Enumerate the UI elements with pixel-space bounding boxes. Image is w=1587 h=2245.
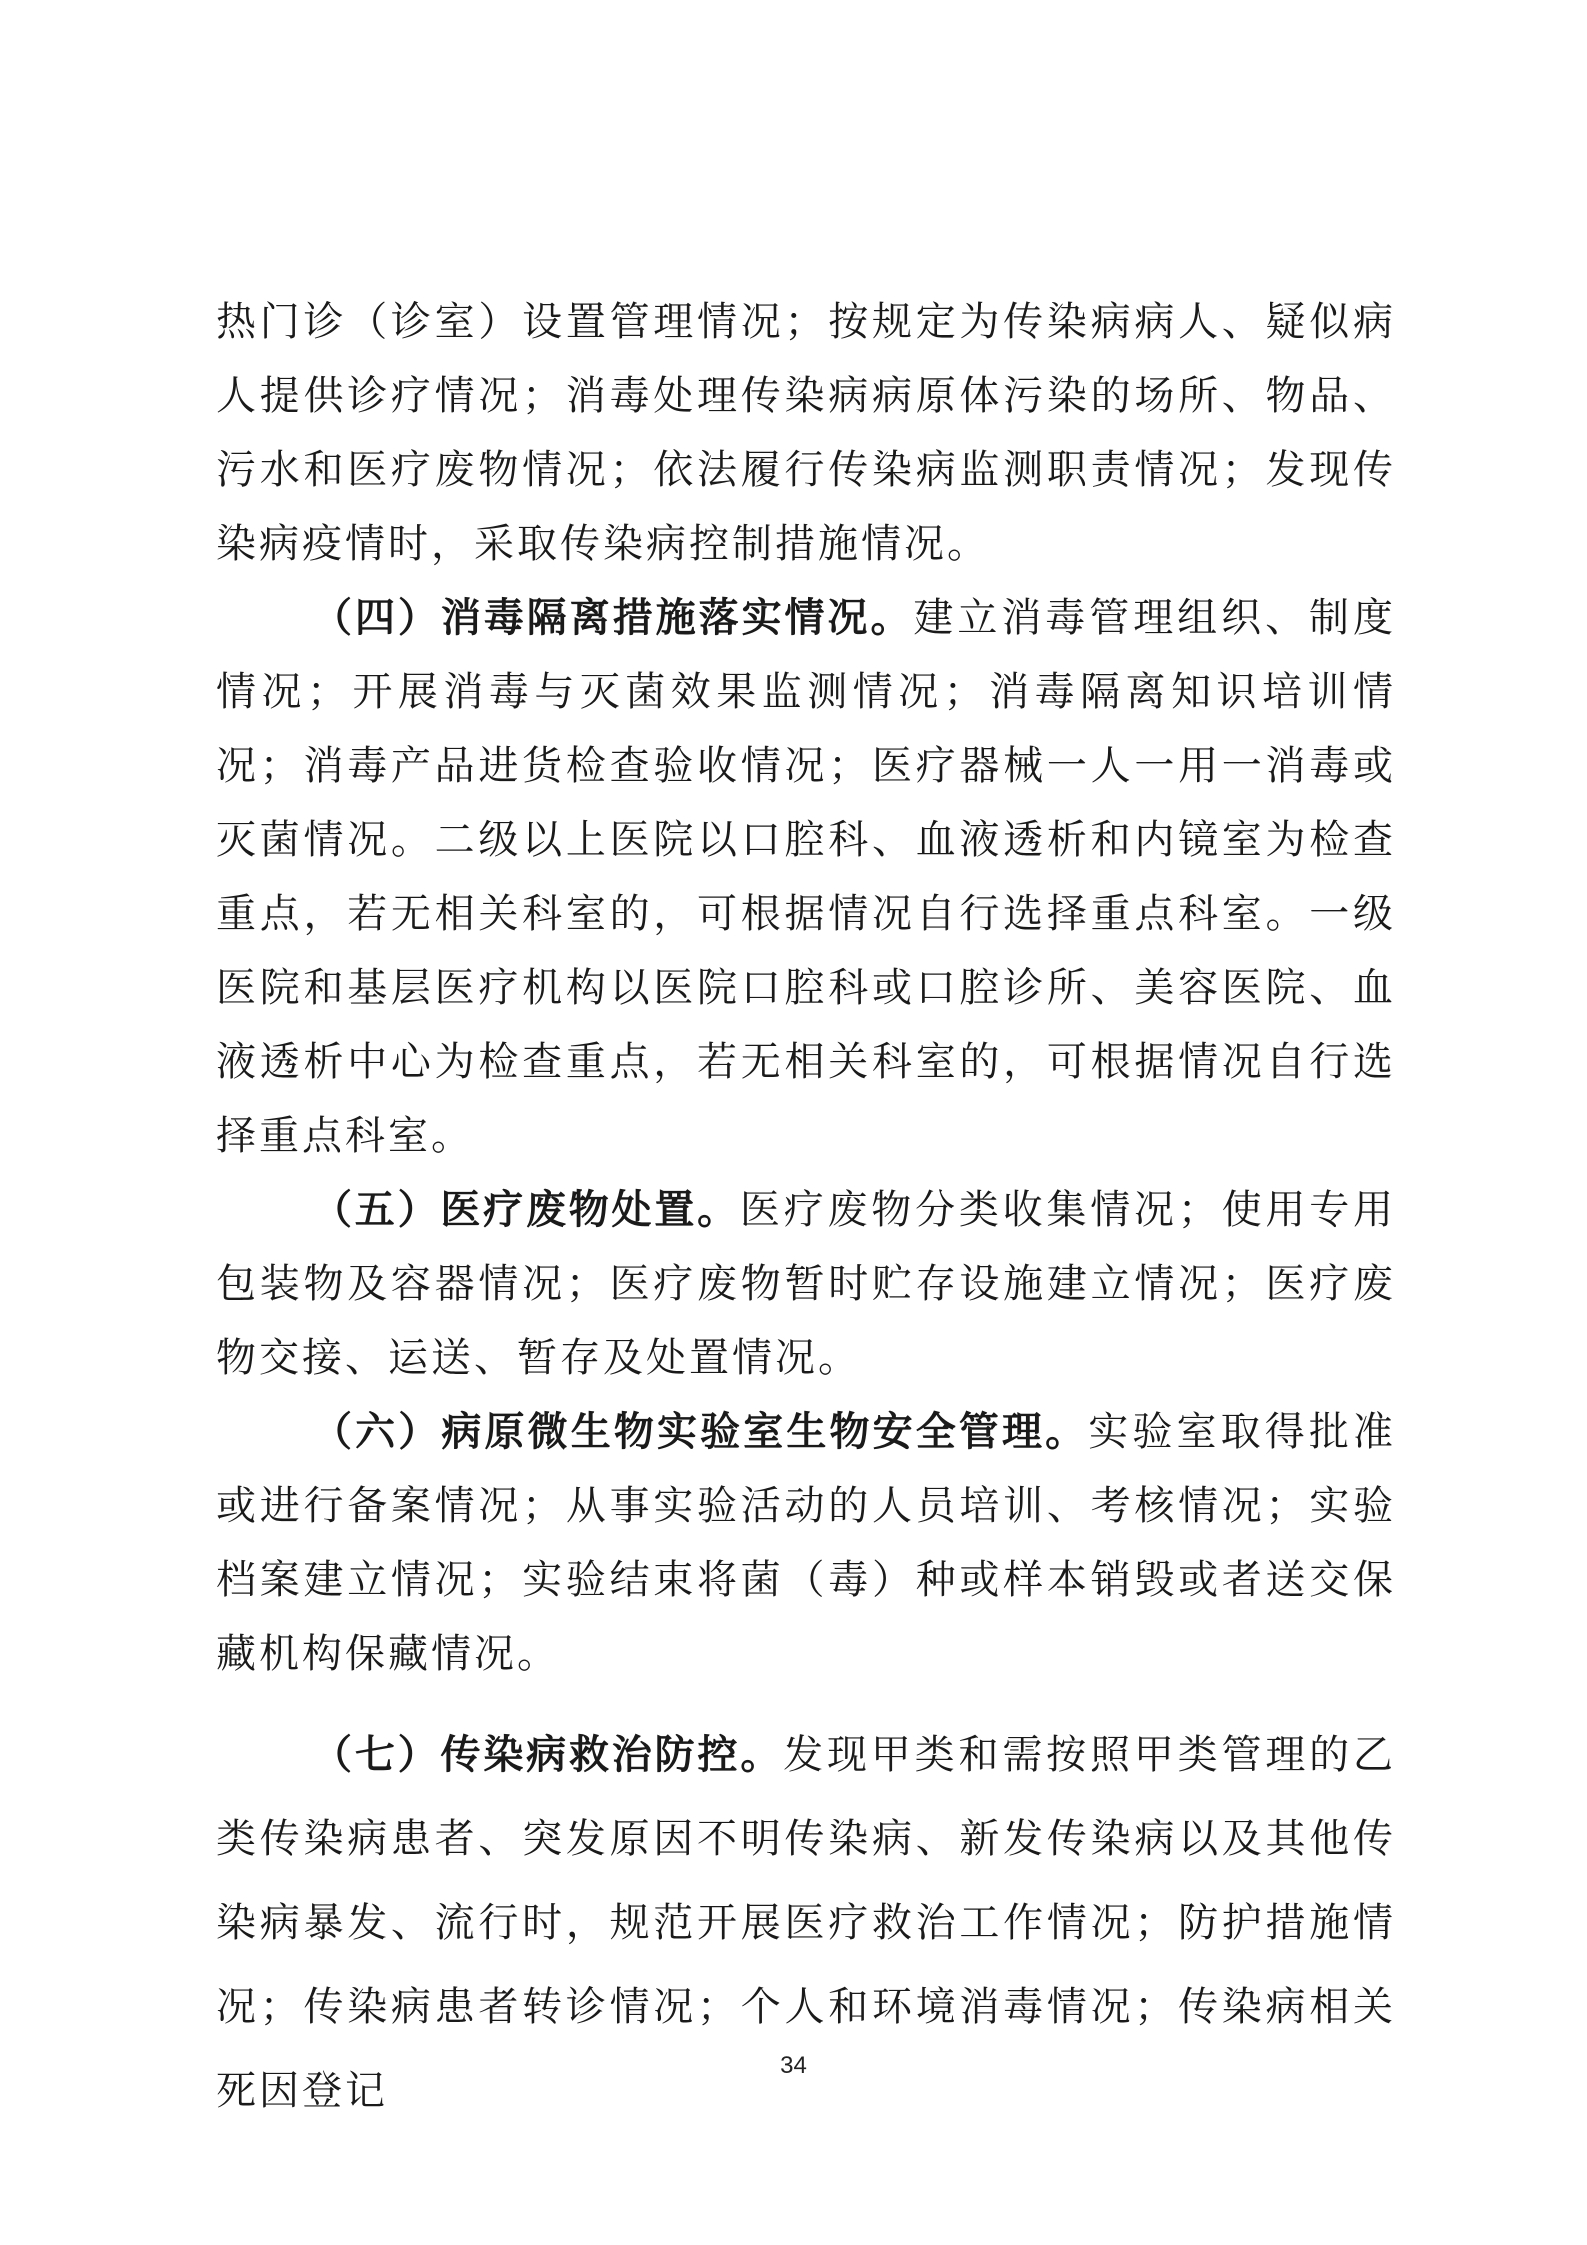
section-heading-5: （五）医疗废物处置。	[312, 1186, 740, 1233]
paragraph-text: 实验室取得批准或进行备案情况；从事实验活动的人员培训、考核情况；实验档案建立情况；实验结束将菌（毒）种或样本销毁或者送交保藏机构保藏情况。	[216, 1409, 1396, 1677]
document-body	[216, 285, 1396, 2133]
paragraph-lab-biosafety	[216, 1395, 1396, 1691]
paragraph-text: 医疗废物分类收集情况；使用专用包装物及容器情况；医疗废物暂时贮存设施建立情况；医疗废物交接、运送、暂存及处置情况。	[216, 1187, 1397, 1381]
section-heading-6: （六）病原微生物实验室生物安全管理。	[312, 1408, 1089, 1455]
paragraph-text: 发现甲类和需按照甲类管理的乙类传染病患者、突发原因不明传染病、新发传染病以及其他传染病暴发、流行时，规范开展医疗救治工作情况；防护措施情况；传染病患者转诊情况；个人和环境消毒情况；传染病相关死因登记	[216, 1732, 1397, 2114]
paragraph-text: 建立消毒管理组织、制度情况；开展消毒与灭菌效果监测情况；消毒隔离知识培训情况；消毒产品进货检查验收情况；医疗器械一人一用一消毒或灭菌情况。二级以上医院以口腔科、血液透析和内镜室为检查重点，若无相关科室的，可根据情况自行选择重点科室。一级医院和基层医疗机构以医院口腔科或口腔诊所、美容医院、血液透析中心为检查重点，若无相关科室的，可根据情况自行选择重点科室。	[216, 595, 1397, 1159]
section-heading-7: （七）传染病救治防控。	[312, 1731, 784, 1778]
paragraph-disinfection-isolation	[216, 581, 1396, 1173]
paragraph-text: 热门诊（诊室）设置管理情况；按规定为传染病病人、疑似病人提供诊疗情况；消毒处理传染病病原体污染的场所、物品、污水和医疗废物情况；依法履行传染病监测职责情况；发现传染病疫情时，采取传染病控制措施情况。	[216, 299, 1396, 567]
paragraph-medical-waste	[216, 1173, 1396, 1395]
page-number: 34	[780, 2052, 807, 2079]
section-heading-4: （四）消毒隔离措施落实情况。	[312, 594, 914, 641]
paragraph-continuation	[216, 285, 1396, 581]
